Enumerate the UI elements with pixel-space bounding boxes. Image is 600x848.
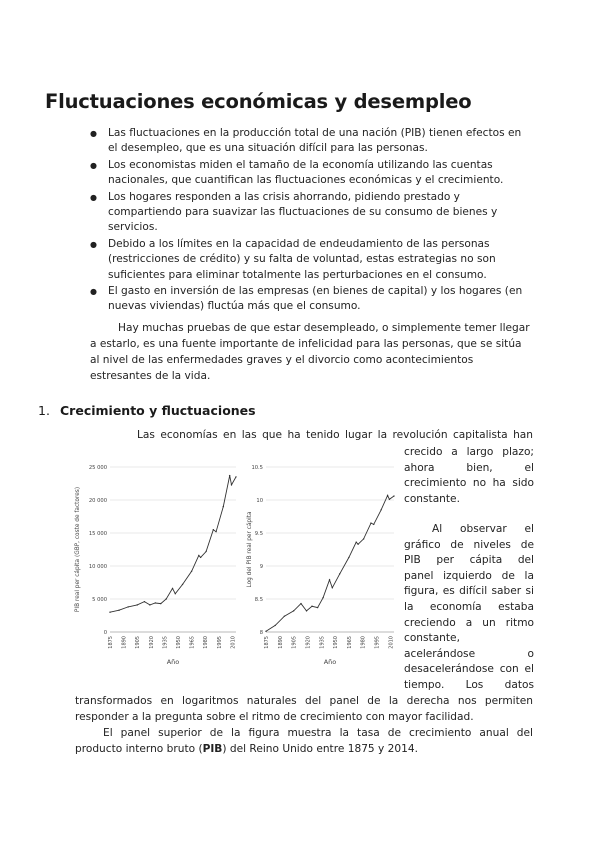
data-point: [182, 584, 183, 585]
y-tick-label: 5 000: [92, 597, 107, 603]
text-line: PIB per cápita del: [404, 554, 534, 567]
data-point: [191, 571, 192, 572]
y-tick-label: 8: [259, 630, 263, 636]
x-tick-label: 1905: [291, 636, 298, 649]
x-tick-label: 1950: [175, 636, 182, 649]
y-tick-label: 10: [256, 498, 263, 504]
data-point: [284, 615, 285, 616]
body-column-block-2: [404, 522, 534, 694]
x-tick-label: 1935: [162, 636, 169, 649]
y-tick-label: 9: [259, 564, 263, 570]
data-point: [370, 522, 371, 523]
data-point: [215, 531, 216, 532]
data-point: [265, 631, 266, 632]
text-line: crecimiento no ha sido: [404, 477, 534, 490]
text-fragment: producto interno bruto (: [75, 742, 203, 755]
data-point: [380, 509, 381, 510]
gdp-series-line: [266, 495, 394, 631]
data-point: [198, 555, 199, 556]
data-point: [229, 475, 230, 476]
data-point: [213, 529, 214, 530]
gdp-level-chart: [72, 462, 244, 668]
x-tick-label: 1905: [135, 636, 142, 649]
data-point: [275, 625, 276, 626]
page-title: Fluctuaciones económicas y desempleo: [45, 90, 472, 113]
text-line: gráfico de niveles de: [404, 538, 534, 551]
list-item: ● Los hogares responden a las crisis ahorrando, pidiendo prestado y compartiendo para suavizar las fluctuaciones de su consumo de bienes y servicios.: [90, 190, 530, 236]
body-column-block-1: [404, 445, 534, 507]
text-line: El panel superior de la figura muestra la tasa de crecimiento anual del: [103, 727, 533, 739]
summary-bullet-list: [90, 126, 530, 316]
x-tick-label: 1935: [319, 636, 326, 649]
y-tick-label: 20 000: [88, 498, 107, 504]
x-tick-label: 1875: [264, 636, 270, 649]
text-line: [75, 742, 533, 758]
x-tick-label: 1920: [148, 636, 155, 649]
x-tick-label: 2010: [388, 636, 395, 649]
text-line: panel izquierdo de la: [404, 569, 534, 582]
data-point: [387, 495, 388, 496]
y-tick-label: 8.5: [254, 597, 263, 603]
body-first-line: Las economías en las que ha tenido lugar la revolución capitalista han: [137, 429, 533, 441]
section-heading: [38, 403, 256, 418]
data-point: [149, 604, 150, 605]
body-full-lines: [75, 694, 533, 725]
list-item: ● Los economistas miden el tamaño de la economía utilizando las cuentas nacionales, que cuantifican las fluctuaciones económicas y el crecimiento.: [90, 158, 530, 189]
y-tick-label: 9.5: [254, 531, 263, 537]
data-point: [293, 610, 294, 611]
data-point: [332, 587, 333, 588]
section-number: 1.: [38, 403, 50, 418]
data-point: [205, 551, 206, 552]
list-item: ● El gasto en inversión de las empresas (en bienes de capital) y los hogares (en nuevas viviendas) fluctúa más que el consumo.: [90, 284, 530, 315]
data-point: [235, 476, 236, 477]
text-fragment: ) del Reino Unido entre 1875 y 2014.: [222, 742, 419, 755]
section-title: Crecimiento y fluctuaciones: [60, 403, 256, 418]
data-point: [127, 606, 128, 607]
data-point: [389, 499, 390, 500]
x-tick-label: 1890: [277, 636, 284, 649]
data-point: [223, 506, 224, 507]
text-line: constante.: [404, 492, 460, 505]
x-tick-label: 1965: [346, 636, 353, 649]
data-point: [200, 557, 201, 558]
data-point: [317, 607, 318, 608]
x-tick-label: 1980: [203, 636, 210, 649]
data-point: [339, 573, 340, 574]
text-line: constante,: [404, 632, 460, 645]
data-point: [166, 598, 167, 599]
intro-paragraph: Hay muchas pruebas de que estar desempleado, o simplemente temer llegar a estarlo, es una fuente importante de infelicidad para las personas, que se sitúa al nivel de las enfermedades graves y el divorcio como acontecimientos estresantes de la vida.: [90, 322, 530, 382]
x-tick-label: 1875: [108, 636, 114, 649]
data-point: [172, 588, 173, 589]
y-tick-label: 15 000: [88, 531, 107, 537]
x-axis-label: Año: [166, 658, 180, 666]
y-axis-label: Log del PIB real per cápita: [247, 511, 253, 588]
data-point: [144, 601, 145, 602]
data-point: [311, 606, 312, 607]
x-tick-label: 1980: [360, 636, 367, 649]
data-point: [348, 557, 349, 558]
x-tick-label: 1950: [333, 636, 340, 649]
text-line: Al observar el: [432, 523, 534, 535]
text-line: creciendo a un ritmo: [404, 616, 534, 629]
x-axis-label: Año: [323, 658, 337, 666]
y-tick-label: 10 000: [88, 564, 107, 570]
x-tick-label: 1995: [374, 636, 381, 649]
data-point: [300, 603, 301, 604]
y-tick-label: 25 000: [88, 465, 107, 471]
data-point: [393, 495, 394, 496]
x-tick-label: 2010: [230, 636, 237, 649]
list-item: ● Debido a los límites en la capacidad de endeudamiento de las personas (restricciones de crédito) y su falta de voluntad, estas estrategias no son suficientes para eliminar totalmente las perturbaciones en el consumo.: [90, 237, 530, 283]
x-tick-label: 1965: [189, 636, 196, 649]
data-point: [373, 524, 374, 525]
data-point: [356, 542, 357, 543]
body-last-paragraph: [75, 726, 533, 757]
text-line: la economía estaba: [404, 600, 534, 613]
data-point: [329, 579, 330, 580]
data-point: [118, 610, 119, 611]
bold-term: PIB: [202, 742, 223, 755]
y-axis-label: PIB real per cápita (GBP, coste de factores): [75, 486, 81, 613]
data-point: [357, 544, 358, 545]
x-tick-label: 1890: [121, 636, 128, 649]
text-line: figura, es difícil saber si: [404, 585, 534, 598]
text-line: ahora bien, el: [404, 461, 534, 474]
data-point: [160, 603, 161, 604]
y-tick-label: 10.5: [251, 465, 263, 471]
text-line: desacelerándose con el: [404, 663, 534, 676]
x-tick-label: 1920: [305, 636, 312, 649]
data-point: [306, 610, 307, 611]
data-point: [322, 597, 323, 598]
data-point: [363, 538, 364, 539]
data-point: [155, 602, 156, 603]
y-tick-label: 0: [103, 630, 107, 636]
data-point: [231, 484, 232, 485]
gdp-series-line: [110, 476, 236, 613]
text-line: transformados en logaritmos naturales del panel de la derecha nos permiten: [75, 695, 533, 707]
text-line: acelerándose o: [404, 647, 534, 660]
data-point: [136, 604, 137, 605]
text-line: responder a la pregunta sobre el ritmo de crecimiento con mayor facilidad.: [75, 710, 474, 723]
data-point: [109, 612, 110, 613]
text-line: crecido a largo plazo;: [404, 446, 534, 458]
gdp-log-chart: [244, 462, 406, 668]
x-tick-label: 1995: [216, 636, 223, 649]
list-item: ● Las fluctuaciones en la producción total de una nación (PIB) tienen efectos en el desempleo, que es una situación difícil para las personas.: [90, 126, 530, 157]
text-line: tiempo. Los datos: [404, 678, 534, 691]
data-point: [175, 593, 176, 594]
